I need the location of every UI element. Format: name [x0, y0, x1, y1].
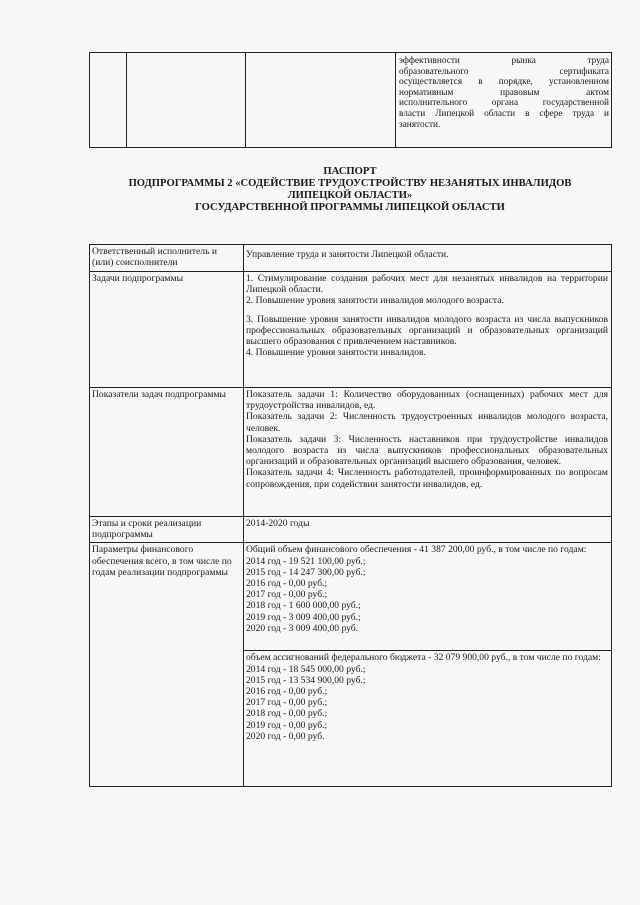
- finance-federal-block: [244, 651, 612, 787]
- finance-year: 2019 год - 0,00 руб.;: [246, 719, 328, 731]
- indicator-item: Показатель задачи 1: Количество оборудованных (оснащенных) рабочих мест для трудоустройства инвалидов, ед.: [246, 389, 608, 412]
- passport-table: [89, 244, 612, 787]
- finance-year: 2015 год - 13 534 900,00 руб.;: [246, 674, 366, 686]
- text-line: занятости.: [399, 119, 441, 130]
- table-cell-paragraph: [396, 53, 611, 130]
- table-cell-text: [396, 53, 612, 148]
- finance-year: 2014 год - 19 521 100,00 руб.;: [246, 555, 366, 567]
- title-line: ПАСПОРТ: [323, 166, 377, 177]
- table-row: [90, 517, 612, 543]
- row-value: [244, 388, 612, 517]
- finance-year: 2020 год - 3 009 400,00 руб.: [246, 622, 359, 634]
- previous-table-fragment: [89, 52, 612, 148]
- table-row: [90, 245, 612, 272]
- task-item: 3. Повышение уровня занятости инвалидов молодого возраста из числа выпускников профессиональных образовательных организаций и образовательных организаций высшего образования с привлечением наставников.: [246, 313, 608, 348]
- indicator-item: Показатель задачи 3: Численность наставников при трудоустройстве инвалидов молодого возраста из числа выпускников профессиональных образовательных организаций и образовательных организаций высшего образования, человек.: [246, 433, 608, 468]
- row-label-continued: [90, 651, 244, 787]
- finance-year: 2020 год - 0,00 руб.: [246, 730, 325, 742]
- finance-year: 2015 год - 14 247 300,00 руб.;: [246, 566, 366, 578]
- table-cell-empty: [246, 53, 396, 148]
- row-value: [244, 245, 612, 272]
- row-label: Параметры финансового обеспечения всего, в том числе по годам реализации подпрограммы: [90, 543, 244, 651]
- row-label: Задачи подпрограммы: [90, 272, 244, 388]
- table-cell-empty: [127, 53, 246, 148]
- finance-year: 2019 год - 3 009 400,00 руб.;: [246, 611, 361, 623]
- finance-year: 2018 год - 0,00 руб.;: [246, 708, 328, 720]
- row-label: Ответственный исполнитель и (или) соисполнители: [90, 245, 244, 272]
- row-value-text: Управление труда и занятости Липецкой области.: [246, 249, 449, 260]
- indicator-item: Показатель задачи 4: Численность работодателей, проинформированных по вопросам сопровождения, при содействии занятости инвалидов, ед.: [246, 467, 608, 490]
- finance-year: 2016 год - 0,00 руб.;: [246, 578, 328, 590]
- table-row: [90, 388, 612, 517]
- task-item: 1. Стимулирование создания рабочих мест для незанятых инвалидов на территории Липецкой области.: [246, 273, 608, 296]
- title-line: ПОДПРОГРАММЫ 2 «СОДЕЙСТВИЕ ТРУДОУСТРОЙСТВУ НЕЗАНЯТЫХ ИНВАЛИДОВ: [128, 178, 572, 189]
- text-line: осуществляется в порядке, установленном: [399, 77, 609, 88]
- document-title: [90, 166, 610, 214]
- table-row: [90, 651, 612, 787]
- text-line: власти Липецкой области в сфере труда и: [399, 108, 609, 119]
- row-label: Показатели задач подпрограммы: [90, 388, 244, 517]
- table-cell-number: [90, 53, 127, 148]
- row-label: Этапы и сроки реализации подпрограммы: [90, 517, 244, 543]
- text-line: нормативным правовым актом: [399, 87, 609, 98]
- table-row: [90, 53, 612, 148]
- table-row: [90, 543, 612, 651]
- finance-year: 2016 год - 0,00 руб.;: [246, 686, 328, 698]
- row-value: [244, 272, 612, 388]
- title-line: ЛИПЕЦКОЙ ОБЛАСТИ»: [287, 190, 413, 201]
- finance-year: 2018 год - 1 600 000,00 руб.;: [246, 600, 361, 612]
- finance-federal-head: объем ассигнований федерального бюджета - 32 079 900,00 руб., в том числе по годам:: [246, 652, 601, 664]
- table-row: [90, 272, 612, 388]
- task-item: 4. Повышение уровня занятости инвалидов.: [246, 347, 426, 359]
- finance-year: 2017 год - 0,00 руб.;: [246, 697, 328, 709]
- finance-year: 2017 год - 0,00 руб.;: [246, 589, 328, 601]
- text-line: образовательного сертификата: [399, 66, 609, 77]
- indicator-item: Показатель задачи 2: Численность трудоустроенных инвалидов молодого возраста, человек.: [246, 411, 608, 434]
- finance-year: 2014 год - 18 545 000,00 руб.;: [246, 663, 366, 675]
- title-line: ГОСУДАРСТВЕННОЙ ПРОГРАММЫ ЛИПЕЦКОЙ ОБЛАСТИ: [195, 202, 505, 213]
- row-value: 2014-2020 годы: [244, 517, 612, 543]
- text-line: исполнительного органа государственной: [399, 98, 609, 109]
- text-line: эффективности рынка труда: [399, 56, 609, 66]
- finance-total-head: Общий объем финансового обеспечения - 41 387 200,00 руб., в том числе по годам:: [246, 544, 587, 556]
- finance-total-block: [244, 543, 612, 651]
- task-item: 2. Повышение уровня занятости инвалидов молодого возраста.: [246, 295, 504, 307]
